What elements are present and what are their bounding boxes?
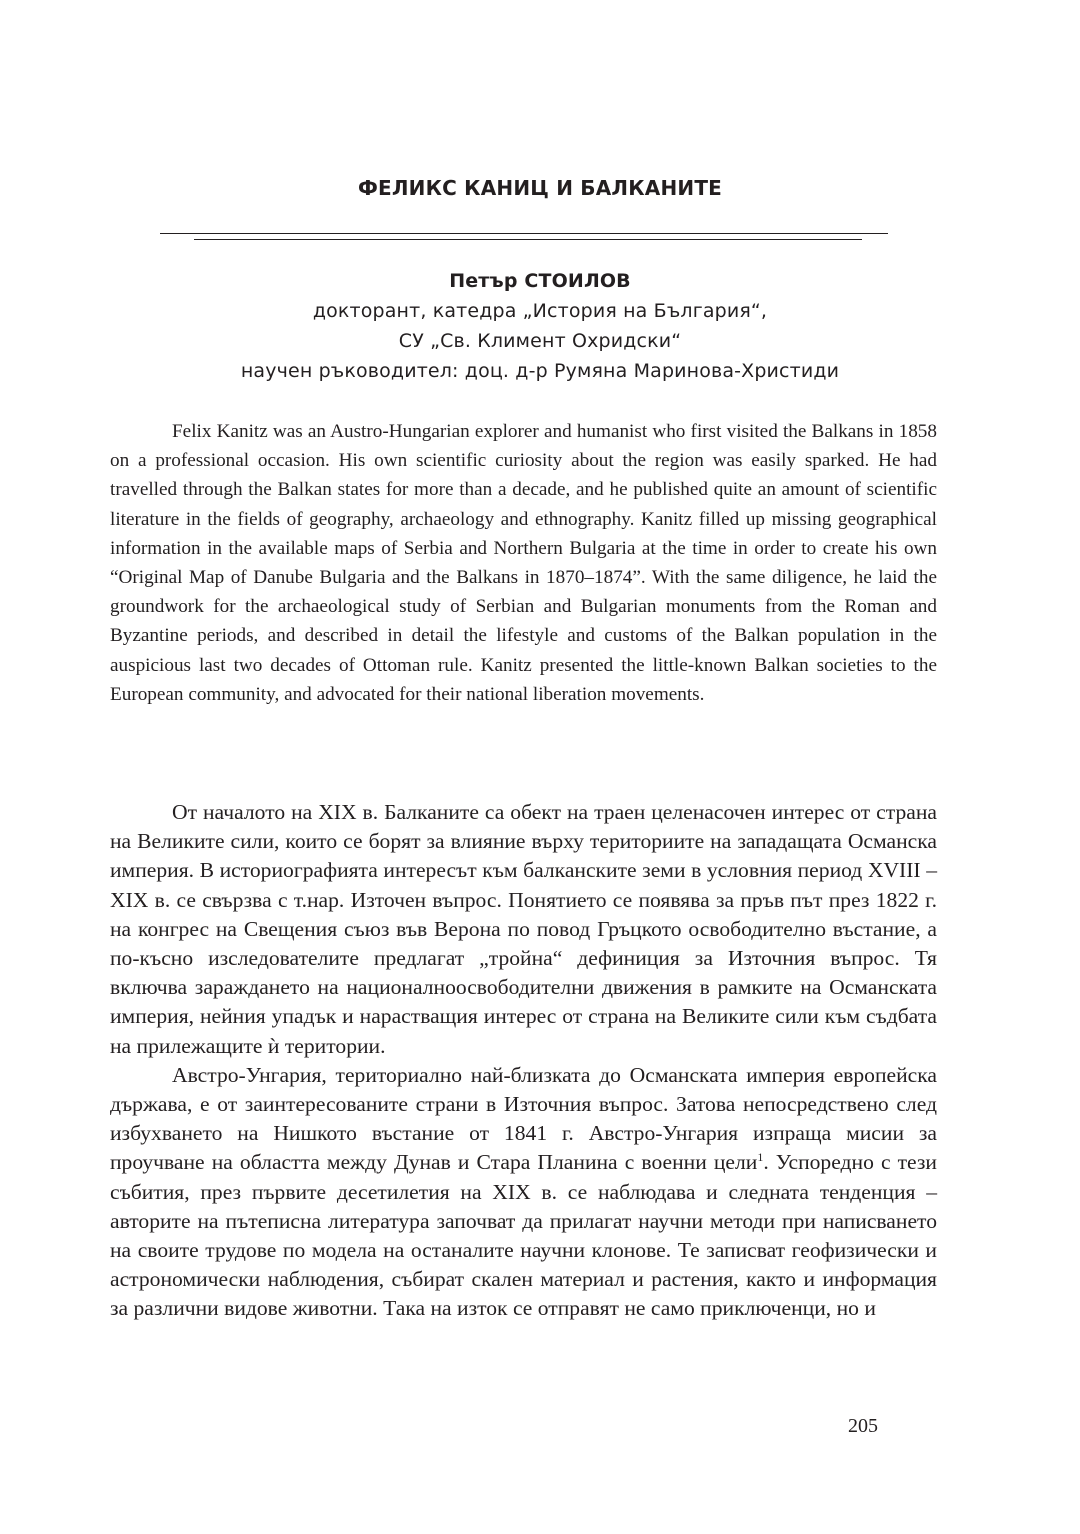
paragraph-2 xyxy=(110,1061,937,1324)
author-affiliation: СУ „Св. Климент Охридски“ xyxy=(398,330,682,352)
page-number: 205 xyxy=(848,1415,878,1437)
paragraph-1: От началото на XIX в. Балканите са обект на траен целенасочен интерес от страна на Великите сили, които се борят за влияние върху териториите на западащата Османска империя. В историографията интересът към балканските земи в условния период XVIII – XIX в. се свързва с т.нар. Източен въпрос. Понятието се появява за пръв път през 1822 г. на конгрес на Свещения съюз във Верона по повод Гръцкото освободително въстание, а по-късно изследователите предлагат „тройна“ дефиниция за Източния въпрос. Тя включва зараждането на националноосвободителни движения в рамките на Османската империя, нейния упадък и нарастващия интерес от страна на Великите сили към съдбата на прилежащите ѝ територии. xyxy=(110,800,937,1058)
author-supervisor: научен ръководител: доц. д-р Румяна Маринова-Христиди xyxy=(240,360,840,382)
abstract: Felix Kanitz was an Austro-Hungarian explorer and humanist who first visited the Balkans in 1858 on a professional occasion. His own scientific curiosity about the region was easily sparked. He had travelled through the Balkan states for more than a decade, and he published quite an amount of scientific literature in the fields of geography, archaeology and ethnography. Kanitz filled up missing geographical information in the available maps of Serbia and Northern Bulgaria at the time in order to create his own “Original Map of Danube Bulgaria and the Balkans in 1870–1874”. With the same diligence, he laid the groundwork for the archaeological study of Serbian and Bulgarian monuments from the Roman and Byzantine periods, and described in detail the lifestyle and customs of the Balkan population in the auspicious last two decades of Ottoman rule. Kanitz presented the little-known Balkan societies to the European community, and advocated for their national liberation movements. xyxy=(110,421,937,705)
article-title: ФЕЛИКС КАНИЦ И БАЛКАНИТЕ xyxy=(357,176,723,200)
author-position: докторант, катедра „История на България“, xyxy=(312,300,768,322)
paragraph-2-end: . Успоредно с тези събития, през първите десетилетия на XIX в. се наблюдава и следната тенденция – авторите на пътеписна литература започват да прилагат научни методи при написването на своите трудове по модела на останалите научни клонове. Те записват геофизически и астрономически наблюдения, събират скален материал и растения, както и информация за различни видове животни. Така на изток се отправят не само приключенци, но и xyxy=(110,1150,937,1321)
author-block xyxy=(0,266,1080,386)
body-text xyxy=(110,798,937,1324)
title-rule-bottom xyxy=(194,239,862,240)
paragraph-2-start: Австро-Унгария, териториално най-близката до Османската империя европейска държава, е от заинтересованите страни в Източния въпрос. Затова непосредствено след избухването на Нишкото въстание от 1841 г. Австро-Унгария изпраща мисии за проучване на областта между Дунав и Стара Планина с военни цели xyxy=(110,1062,937,1175)
footnote-marker[interactable]: 1 xyxy=(757,1150,764,1165)
author-name: Петър СТОИЛОВ xyxy=(449,270,631,292)
title-rule-top xyxy=(160,233,888,234)
